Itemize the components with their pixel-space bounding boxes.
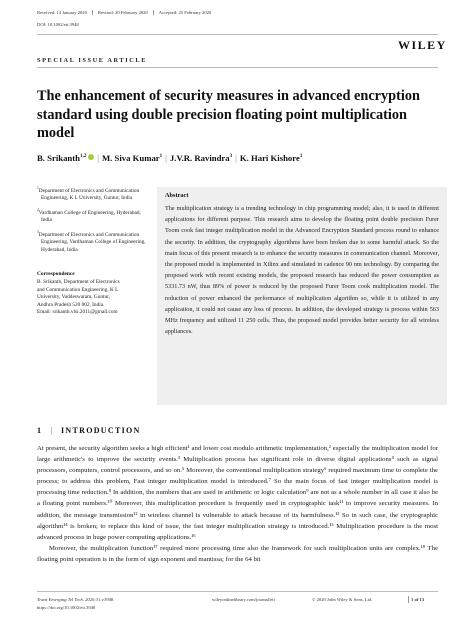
paragraph: Moreover, the multiplication function¹⁷ required more processing time also the framework for such multiplication units are complex.¹⁸ The floating point operation is in the form of sign exponent and mantissa; for the 64 bit: [37, 544, 438, 563]
divider: [37, 67, 438, 68]
correspondence-details: B. Srikanth, Department of Electronics and Communication Engineering, K L University, Vaddeswaram, Guntur, Andhra Pradesh 520 002, India. Email: srikanth.vlsi.2011@gmail.com: [37, 279, 149, 317]
divider: |: [235, 153, 237, 163]
divider: [92, 10, 93, 15]
divider: [408, 596, 409, 603]
divider: |: [97, 153, 99, 163]
divider: [37, 591, 438, 592]
doi-link[interactable]: https://doi.org/10.1002/ett.3948: [37, 605, 96, 610]
section-label: SPECIAL ISSUE ARTICLE: [37, 57, 148, 64]
divider: |: [165, 153, 167, 163]
author-list: [37, 153, 437, 163]
page-number: 1 of 13: [411, 597, 425, 602]
article-title: The enhancement of security measures in advanced encryption standard using double precision floating point multiplication model: [37, 88, 420, 141]
abstract-heading: Abstract: [165, 192, 189, 199]
correspondence-heading: Correspondence: [37, 271, 75, 277]
journal-citation: Trans Emerging Tel Tech. 2020;31:e3948.: [37, 597, 115, 602]
affiliations: [37, 185, 149, 258]
divider: [37, 34, 438, 35]
author-name[interactable]: M. Siva Kumar$^1$: [101, 153, 163, 163]
author-name[interactable]: J.V.R. Ravindra$^3$: [169, 153, 233, 163]
doi[interactable]: DOI: 10.1002/ett.3948: [37, 22, 79, 27]
affiliation: $^1$Department of Electronics and Communication Engineering, K L University, Guntur, India: [37, 186, 140, 202]
copyright: © 2020 John Wiley & Sons, Ltd.: [312, 597, 373, 602]
divider: |: [51, 426, 53, 435]
affiliation: $^2$Vardhaman College of Engineering, Hyderabad, India: [37, 207, 141, 224]
orcid-icon[interactable]: [88, 154, 94, 160]
author-name[interactable]: K. Hari Kishore$^1$: [239, 153, 303, 163]
section-title: INTRODUCTION: [61, 426, 141, 435]
journal-url[interactable]: wileyonlinelibrary.com/journal/ett: [212, 597, 275, 602]
paragraph: At present, the security algorithm seeks a high efficient¹ and lower cost modulo arithmetic implementation,² especially the multiplication model for large arithmetic's to improve the security events.³ Multiplication process has significant role in diverse digital applications⁴ such as signal processors, computers, control processors, and so on.⁵ Moreover, the conventional multiplication strategy⁶ required maximum time to complete the process; to address this problem, Fast integer multiplication model is introduced.⁷ So the main focus of fast integer multiplication model is processing time reduction.⁸ In addition, the numbers that are used in arithmetic or logic calculation⁹ are not as a whole number in all case it also be a floating point numbers.¹⁰ Moreover, this multiplication procedure is frequently used in cryptographic task¹¹ to improve security measures. In addition, the message transmission¹² in wireless channel is vulnerable to attack because of its harmfulness.¹³ So in such case, the cryptographic algorithm¹⁴ is broken; to replace this kind of issue, the fast integer multiplication strategy is introduced.¹⁵ Multiplication procedure is the most advanced process in huge power computing applications.¹⁶: [37, 445, 438, 541]
abstract-text: The multiplication strategy is a trending technology in chip programming model; also, it is used in different applications for different purpose. This research aims to develop the floating point double precision Furer Toom cook fast integer multiplication model in the Advanced Encryption Standard process round to enhance the security. In addition, the cryptography algorithms have been broken due to some harmful attack. So the main focus of this present research is to enhance the security measures in communication channel. Moreover, the proposed model is implemented in Xilinx and simulated in cadence 90 nm technology. By comparing the proposed work with recent existing models, the proposed research has reduced the power consumption as 5331.73 nW, thus 89% of power is reduced by the proposed Furer Toom cook multiplication model. The reduction of power enhanced the performance of multiplication algorithm so, while it is utilized in any application, it could not cause any loss of process. In addition, the developed strategy is process within 563 MHz frequency and utilized 11 250 cells. Thus, the proposed model provides better security for all wireless appliances.: [165, 205, 439, 336]
correspondence-email[interactable]: Email: srikanth.vlsi.2011@gmail.com: [37, 309, 118, 316]
body-text: [37, 443, 438, 565]
revised-date: Revised: 20 February 2020: [97, 10, 148, 15]
author-name[interactable]: B. Srikanth$^{1,2}$: [37, 153, 87, 163]
publisher-logo: WILEY: [398, 38, 447, 52]
article-dates: [37, 10, 211, 15]
section-number: 1: [37, 426, 41, 435]
divider: [153, 10, 154, 15]
received-date: Received: 14 January 2020: [37, 10, 87, 15]
accepted-date: Accepted: 25 February 2020: [158, 10, 212, 15]
affiliation: $^3$Department of Electronics and Communication Engineering, Vardhaman College of Engineering, Hyderabad, India: [37, 229, 146, 253]
